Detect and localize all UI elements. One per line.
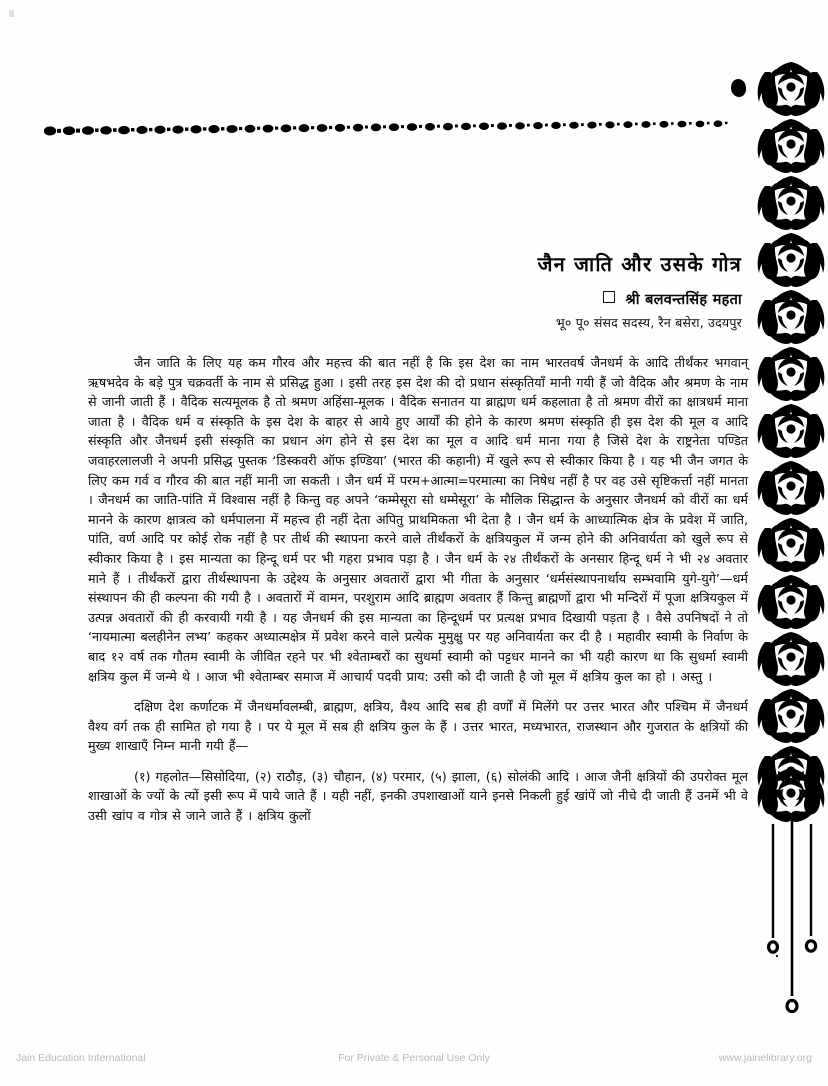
byline-affiliation: भू० पू० संसद सदस्य, रैन बसेरा, उदयपुर <box>555 315 742 330</box>
ornamental-border-right <box>756 60 826 822</box>
byline-author-line <box>88 289 748 309</box>
body-paragraph-2: दक्षिण देश कर्णाटक में जैनधर्मावलम्बी, ब्राह्मण, क्षत्रिय, वैश्य आदि सब ही वर्णों में मिलेंगे पर उत्तर भारत और पश्चिम में जैनधर्म वैश्य वर्ग तक ही सामित हो गया है । पर ये मूल में सब ही क्षत्रिय कुल के हैं । उत्तर भारत, मध्यभारत, राजस्थान और गुजरात के क्षत्रियों की मुख्य शाखाएँ निम्न मानी गयी हैं— <box>88 699 748 754</box>
scan-artifact-speck <box>9 10 14 17</box>
footer-left-credit: Jain Education International <box>16 1052 146 1064</box>
scan-footer <box>0 1052 828 1072</box>
body-paragraph-1: जैन जाति के लिए यह कम गौरव और महत्त्व की बात नहीं है कि इस देश का नाम भारतवर्ष जैनधर्म के आदि तीर्थंकर भगवान् ऋषभदेव के बड़े पुत्र चक्रवर्ती के नाम से प्रसिद्ध हुआ । इसी तरह इस देश की दो प्रधान संस्कृतियाँ मानी गयी हैं जो वैदिक और श्रमण के नाम से जानी जाती हैं । वैदिक सत्यमूलक है तो श्रमण अहिंसा-मूलक । वैदिक सनातन या ब्राह्मण धर्म कहलाता है तो श्रमण वीरों का क्षात्रधर्म माना जाता है । वैदिक धर्म व संस्कृति के इस देश के बाहर से आये हुए आर्यों की होने के कारण श्रमण संस्कृति ही इस देश की मूल व आदि संस्कृति और जैनधर्म इसी संस्कृति का प्रधान अंग होने से इस देश का मूल व आदि धर्म माना गया है जिसे देश के राष्ट्रनेता पण्डित जवाहरलालजी ने अपनी प्रसिद्ध पुस्तक ‘डिस्कवरी ऑफ इण्डिया’ (भारत की कहानी) में खुले रूप से स्वीकार किया है । यह भी जैन जगत के लिए कम गर्व व गौरव की बात नहीं मानी जा सकती । जैन धर्म में परम+आत्मा=परमात्मा का निषेध नहीं है पर वह उसे सृष्टिकर्त्ता नहीं मानता । जैनधर्म का जाति-पांति में विश्वास नहीं है किन्तु वह अपने ‘कम्मेसूरा सो धम्मेसूरा’ के मौलिक सिद्धान्त के अनुसार जैनधर्म को वीरों का धर्म मानने के कारण क्षात्रत्व को धर्मपालना में महत्त्व ही नहीं देता अपितु प्राथमिकता भी देता है । जैन धर्म के आध्यात्मिक क्षेत्र के प्रवेश में जाति, पांति, वर्ण आदि पर कोई रोक नहीं है पर तीर्थ की स्थापना करने वाले तीर्थंकरों के क्षत्रियकुल में जन्म होने की अनिवार्यता को खुले रूप से स्वीकार किया है । इस मान्यता का हिन्दू धर्म पर भी गहरा प्रभाव पड़ा है । जैन धर्म के २४ तीर्थंकरों के अनसार हिन्दू धर्म ने भी २४ अवतार माने हैं । तीर्थंकरों द्वारा तीर्थस्थापना के उद्देश्य के अनुसार अवतारों द्वारा भी गीता के अनुसार ‘धर्मसंस्थापनार्थाय सम्भवामि युगे-युगे’—धर्म संस्थापन की ही कल्पना की गयी है । अवतारों में वामन, परशुराम आदि ब्राह्मण अवतार हैं किन्तु ब्राह्मणों द्वारा भी मन्दिरों में पूजा क्षत्रियकुल में उत्पन्न अवतारों की ही करवायी गयी है । यह जैनधर्म की इस मान्यता का हिन्दूधर्म पर प्रत्यक्ष प्रभाव दिखायी पड़ता है । वैसे उपनिषदों ने तो ‘नायमात्मा बलहीनेन लभ्य’ कहकर अध्यात्मक्षेत्र में प्रवेश करने वाले प्रत्येक मुमुक्षु पर यह अनिवार्यता कर दी है । महावीर स्वामी के निर्वाण के बाद १२ वर्ष तक गौतम स्वामी के जीवित रहने पर भी श्वेताम्बरों का सुधर्मा स्वामी को पट्टधर मानने का भी यही कारण था कि सुधर्मा स्वामी क्षत्रिय कुल में जन्मे थे । आज भी श्वेताम्बर समाज में आचार्य पदवी प्राय: उसी को दी जाती है जो मूल में क्षत्रिय कुल का हो । अस्तु । <box>88 355 749 684</box>
ink-blob-mark <box>730 78 747 98</box>
decorative-divider-rule <box>44 111 734 142</box>
page-title: जैन जाति और उसके गोत्र <box>537 252 742 276</box>
body-paragraph-3: (१) गहलोत—सिसोदिया, (२) राठौड़, (३) चौहान, (४) परमार, (५) झाला, (६) सोलंकी आदि । आज जैनी क्षत्रियों की उपरोक्त मूल शाखाओं के ज्यों के त्यों इसी रूप में पाये जाते हैं । यही नहीं, इनकी उपशाखाओं याने इनसे निकली हुई खांपें जो नीचे दी जाती हैं उनमें भी वे उसी खांप व गोत्र से जाने जाते हैं । क्षत्रिय कुलों <box>88 768 748 824</box>
footer-right-url[interactable]: www.jainelibrary.org <box>718 1052 812 1064</box>
article-content <box>88 252 748 826</box>
footer-center-notice: For Private & Personal Use Only <box>338 1052 490 1064</box>
byline-author-name: श्री बलवन्तसिंह महता <box>625 292 742 308</box>
square-bullet-icon <box>603 291 615 303</box>
ornament-pin-marks <box>756 818 826 1030</box>
